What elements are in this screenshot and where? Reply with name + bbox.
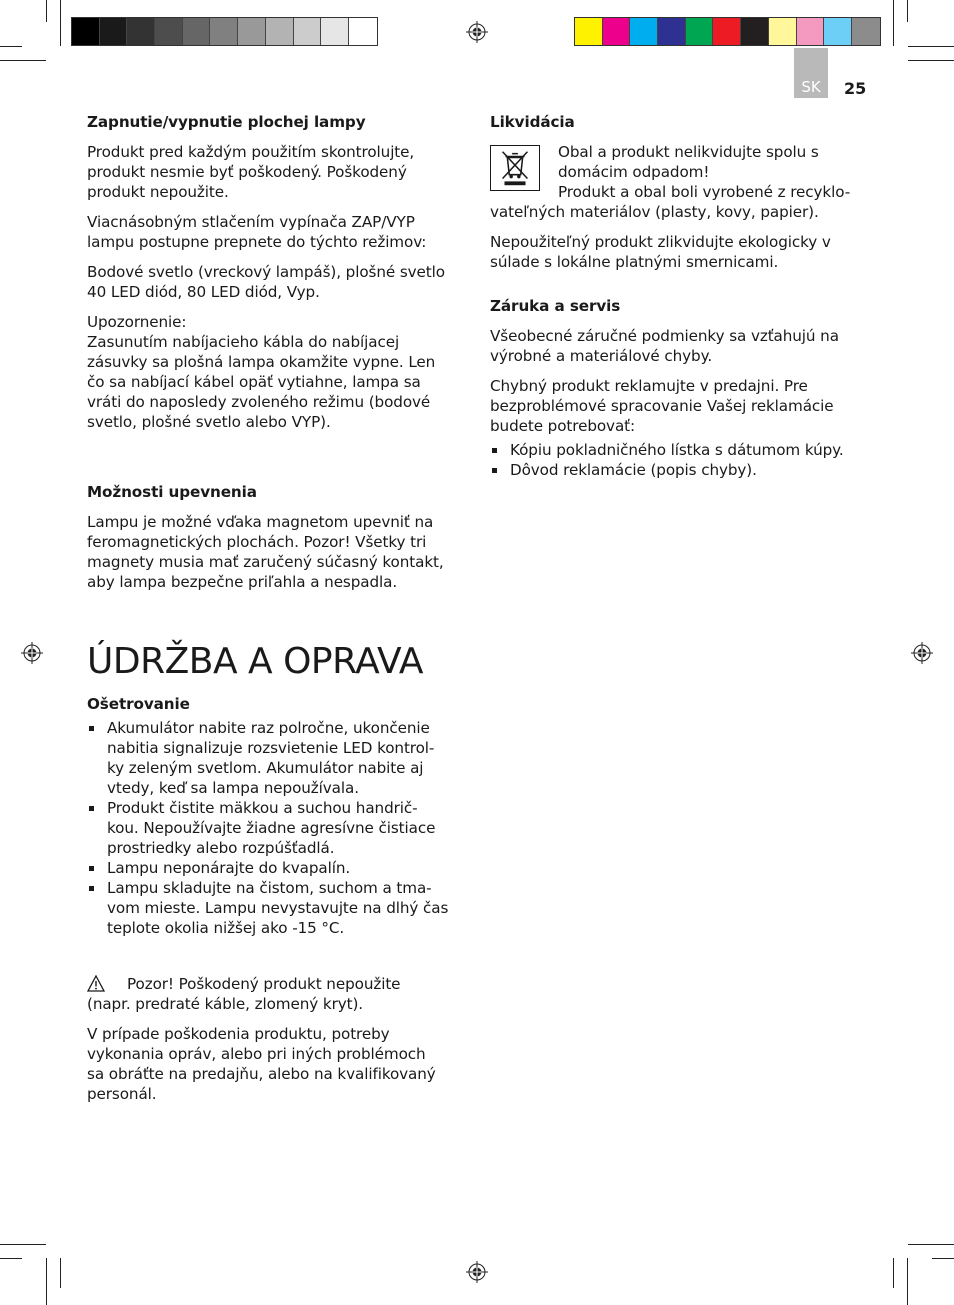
color-swatch bbox=[713, 18, 741, 45]
crop-mark bbox=[0, 46, 22, 47]
language-tab bbox=[794, 48, 828, 98]
crop-mark bbox=[46, 0, 47, 22]
color-swatch bbox=[183, 18, 211, 45]
color-swatch bbox=[238, 18, 266, 45]
registration-mark-icon bbox=[21, 642, 43, 664]
crop-mark bbox=[908, 1244, 954, 1245]
section-heading-mounting: Možnosti upevnenia bbox=[87, 483, 257, 501]
warranty-list bbox=[490, 440, 875, 480]
list-item: Lampu neponárajte do kvapalín. bbox=[87, 858, 467, 878]
section-heading-switch: Zapnutie/vypnutie plochej lampy bbox=[87, 113, 366, 131]
warning-paragraph bbox=[87, 974, 467, 1014]
color-swatch bbox=[769, 18, 797, 45]
color-swatch bbox=[266, 18, 294, 45]
crop-mark bbox=[60, 1258, 61, 1288]
color-swatch bbox=[686, 18, 714, 45]
color-swatch bbox=[741, 18, 769, 45]
grayscale-calibration-bar bbox=[71, 17, 378, 46]
paragraph: Obal a produkt nelikvidujte spolu s domácim odpadom! Produkt a obal boli vyrobené z recyklo- bbox=[558, 143, 851, 201]
list-item: Dôvod reklamácie (popis chyby). bbox=[490, 460, 875, 480]
list-item: Akumulátor nabite raz polročne, ukončenie nabitia signalizuje rozsvietenie LED kontrol- ky zeleným svetlom. Akumulátor nabite aj vtedy, keď sa lampa nepoužívala. bbox=[87, 718, 467, 798]
color-swatch bbox=[797, 18, 825, 45]
warning-text: Pozor! Poškodený produkt nepoužite bbox=[127, 975, 401, 993]
crop-mark bbox=[60, 0, 61, 46]
color-swatch bbox=[575, 18, 603, 45]
warning-line bbox=[87, 975, 400, 993]
color-swatch bbox=[100, 18, 128, 45]
registration-mark-icon bbox=[466, 21, 488, 43]
color-swatch bbox=[603, 18, 631, 45]
crop-mark bbox=[908, 46, 954, 47]
paragraph: Chybný produkt reklamujte v predajni. Pre bezproblémové spracovanie Vašej reklamácie budete potrebovať: bbox=[490, 377, 834, 435]
color-swatch bbox=[72, 18, 100, 45]
crop-mark bbox=[893, 1258, 894, 1288]
disposal-block bbox=[490, 142, 875, 202]
paragraph: vateľných materiálov (plasty, kovy, papier). bbox=[490, 203, 819, 221]
color-swatch bbox=[852, 18, 880, 45]
color-swatch bbox=[210, 18, 238, 45]
color-swatch bbox=[349, 18, 377, 45]
crop-mark bbox=[46, 1258, 47, 1305]
crop-mark bbox=[907, 0, 908, 22]
color-swatch bbox=[127, 18, 155, 45]
paragraph: Bodové svetlo (vreckový lampáš), plošné svetlo 40 LED diód, 80 LED diód, Vyp. bbox=[87, 263, 445, 301]
color-swatch bbox=[294, 18, 322, 45]
color-swatch bbox=[155, 18, 183, 45]
section-heading-warranty: Záruka a servis bbox=[490, 297, 621, 315]
list-item: Produkt čistite mäkkou a suchou handrič- kou. Nepoužívajte žiadne agresívne čistiace prostriedky alebo rozpúšťadlá. bbox=[87, 798, 467, 858]
language-tag: SK bbox=[801, 78, 821, 96]
color-swatch bbox=[824, 18, 852, 45]
care-list bbox=[87, 718, 467, 938]
weee-crossed-bin-icon bbox=[490, 145, 540, 191]
paragraph: Lampu je možné vďaka magnetom upevniť na feromagnetických plochách. Pozor! Všetky tri magnety musia mať zaručený súčasný kontakt, aby lampa bezpečne priľahla a nespadla. bbox=[87, 513, 444, 591]
crop-mark bbox=[908, 60, 954, 61]
section-heading-disposal: Likvidácia bbox=[490, 113, 575, 131]
crop-mark bbox=[0, 1244, 46, 1245]
section-heading-care: Ošetrovanie bbox=[87, 695, 190, 713]
paragraph: V prípade poškodenia produktu, potreby vykonania opráv, alebo pri iných problémoch sa obráťte na predajňu, alebo na kvalifikovaný personál. bbox=[87, 1025, 436, 1103]
registration-mark-icon bbox=[466, 1261, 488, 1283]
color-swatch bbox=[321, 18, 349, 45]
color-swatch bbox=[630, 18, 658, 45]
chapter-title: ÚDRŽBA A OPRAVA bbox=[87, 641, 423, 682]
crop-mark bbox=[907, 1258, 908, 1305]
paragraph: Viacnásobným stlačením vypínača ZAP/VYP lampu postupne prepnete do týchto režimov: bbox=[87, 213, 427, 251]
list-item: Kópiu pokladničného lístka s dátumom kúpy. bbox=[490, 440, 875, 460]
paragraph: Nepoužiteľný produkt zlikvidujte ekologicky v súlade s lokálne platnými smernicami. bbox=[490, 233, 831, 271]
page-number: 25 bbox=[844, 79, 867, 98]
right-column bbox=[490, 112, 875, 490]
color-swatch bbox=[658, 18, 686, 45]
warning-triangle-icon bbox=[87, 975, 105, 992]
paragraph: Produkt pred každým použitím skontrolujte, produkt nesmie byť poškodený. Poškodený produkt nepoužite. bbox=[87, 143, 415, 201]
crop-mark bbox=[932, 1258, 954, 1259]
warning-text-detail: (napr. predraté káble, zlomený kryt). bbox=[87, 995, 364, 1013]
crop-mark bbox=[0, 1258, 22, 1259]
list-item: Lampu skladujte na čistom, suchom a tma- vom mieste. Lampu nevystavujte na dlhý čas teplote okolia nižšej ako -15 °C. bbox=[87, 878, 467, 938]
paragraph-note: Upozornenie: Zasunutím nabíjacieho kábla do nabíjacej zásuvky sa plošná lampa okamžite vypne. Len čo sa nabíjací kábel opäť vytiahne, lampa sa vráti do naposledy zvoleného režimu (bodové svetlo, plošné svetlo alebo VYP). bbox=[87, 313, 436, 431]
paragraph: Všeobecné záručné podmienky sa vzťahujú na výrobné a materiálové chyby. bbox=[490, 327, 839, 365]
color-calibration-bar bbox=[574, 17, 881, 46]
left-column bbox=[87, 112, 467, 1114]
crop-mark bbox=[893, 0, 894, 46]
registration-mark-icon bbox=[911, 642, 933, 664]
crop-mark bbox=[0, 60, 46, 61]
